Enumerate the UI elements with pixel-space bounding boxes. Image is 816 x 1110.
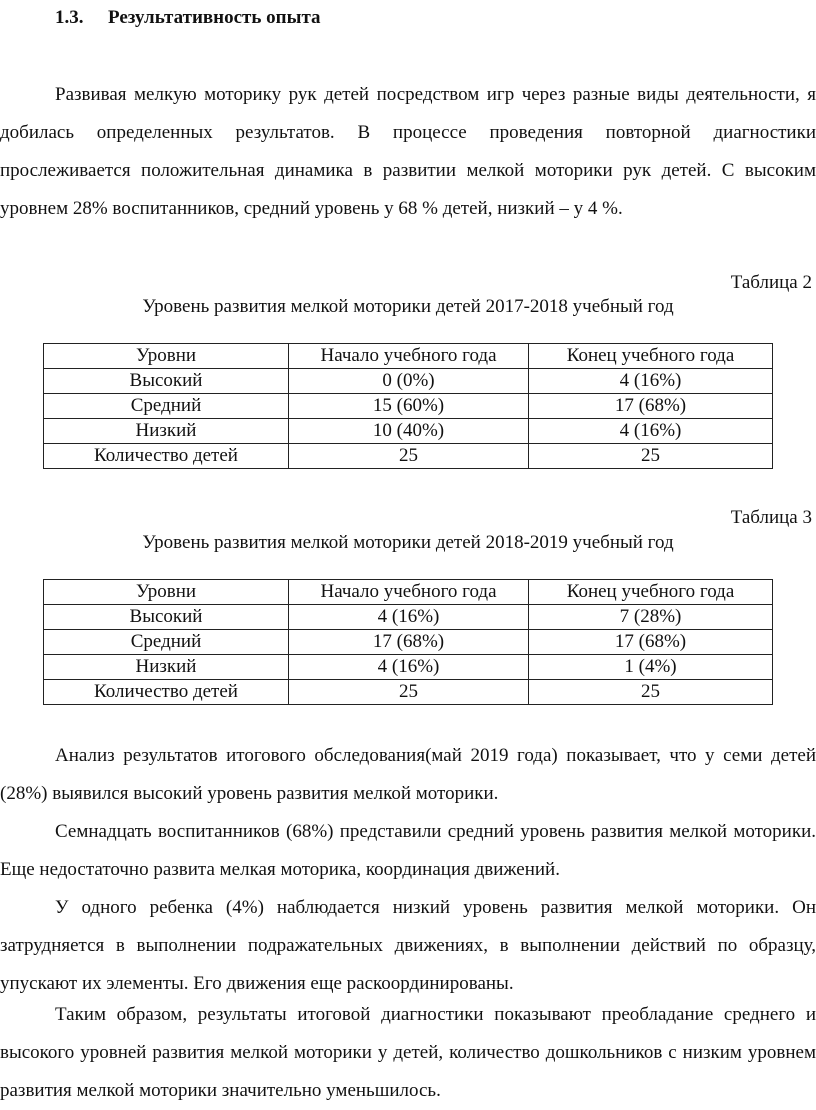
- table-row: [44, 630, 773, 655]
- header-cell: Конец учебного года: [529, 344, 773, 369]
- table-3-label: Таблица 3: [730, 507, 812, 528]
- table-cell: 17 (68%): [289, 630, 529, 655]
- table-row: [44, 394, 773, 419]
- table-row: [44, 605, 773, 630]
- analysis-paragraph: У одного ребенка (4%) наблюдается низкий уровень развития мелкой моторики. Он затрудняется в выполнении подражательных движениях, в выполнении действий по образцу, упускают их элементы. Его движения еще раскоординированы.: [0, 897, 816, 994]
- section-heading: [55, 6, 321, 30]
- table-cell: 15 (60%): [289, 394, 529, 419]
- table-cell: 0 (0%): [289, 369, 529, 394]
- table-row: [44, 680, 773, 705]
- table-row: [44, 655, 773, 680]
- analysis-paragraph: Семнадцать воспитанников (68%) представили средний уровень развития мелкой моторики. Еще недостаточно развита мелкая моторика, координация движений.: [0, 821, 816, 880]
- table-cell: 25: [529, 444, 773, 469]
- analysis-paragraph: Таким образом, результаты итоговой диагностики показывают преобладание среднего и высокого уровней развития мелкой моторики у детей, количество дошкольников с низким уровнем развития мелкой моторики значительно уменьшилось.: [0, 1004, 816, 1101]
- table-cell: 4 (16%): [289, 605, 529, 630]
- table-cell: Низкий: [44, 655, 289, 680]
- table-cell: 17 (68%): [529, 630, 773, 655]
- table-cell: Низкий: [44, 419, 289, 444]
- table-cell: 4 (16%): [529, 419, 773, 444]
- header-cell: Начало учебного года: [289, 580, 529, 605]
- table-2: [43, 343, 773, 469]
- table-row: [44, 444, 773, 469]
- table-cell: 4 (16%): [289, 655, 529, 680]
- table-cell: Высокий: [44, 605, 289, 630]
- header-cell: Уровни: [44, 580, 289, 605]
- table-row: [44, 369, 773, 394]
- table-cell: Количество детей: [44, 680, 289, 705]
- table-row: [44, 419, 773, 444]
- table-3: [43, 579, 773, 705]
- intro-paragraph: Развивая мелкую моторику рук детей посредством игр через разные виды деятельности, я добилась определенных результатов. В процессе проведения повторной диагностики прослеживается положительная динамика в развитии мелкой моторики рук детей. С высоким уровнем 28% воспитанников, средний уровень у 68 % детей, низкий – у 4 %.: [0, 84, 816, 219]
- header-cell: Уровни: [44, 344, 289, 369]
- table-cell: 10 (40%): [289, 419, 529, 444]
- table-header-row: [44, 580, 773, 605]
- table-cell: 1 (4%): [529, 655, 773, 680]
- table-cell: Средний: [44, 630, 289, 655]
- table-cell: 17 (68%): [529, 394, 773, 419]
- table-cell: Средний: [44, 394, 289, 419]
- table-2-title: Уровень развития мелкой моторики детей 2017-2018 учебный год: [142, 296, 674, 317]
- table-cell: Высокий: [44, 369, 289, 394]
- table-cell: 25: [289, 444, 529, 469]
- analysis-paragraph: Анализ результатов итогового обследования(май 2019 года) показывает, что у семи детей (28%) выявился высокий уровень развития мелкой моторики.: [0, 745, 816, 804]
- table-3-title: Уровень развития мелкой моторики детей 2018-2019 учебный год: [142, 532, 674, 553]
- section-title: Результативность опыта: [108, 7, 321, 28]
- table-cell: 7 (28%): [529, 605, 773, 630]
- table-cell: 25: [529, 680, 773, 705]
- table-cell: 25: [289, 680, 529, 705]
- table-2-label: Таблица 2: [730, 272, 812, 293]
- table-cell: 4 (16%): [529, 369, 773, 394]
- header-cell: Начало учебного года: [289, 344, 529, 369]
- table-cell: Количество детей: [44, 444, 289, 469]
- section-number: 1.3.: [55, 7, 84, 28]
- table-header-row: [44, 344, 773, 369]
- header-cell: Конец учебного года: [529, 580, 773, 605]
